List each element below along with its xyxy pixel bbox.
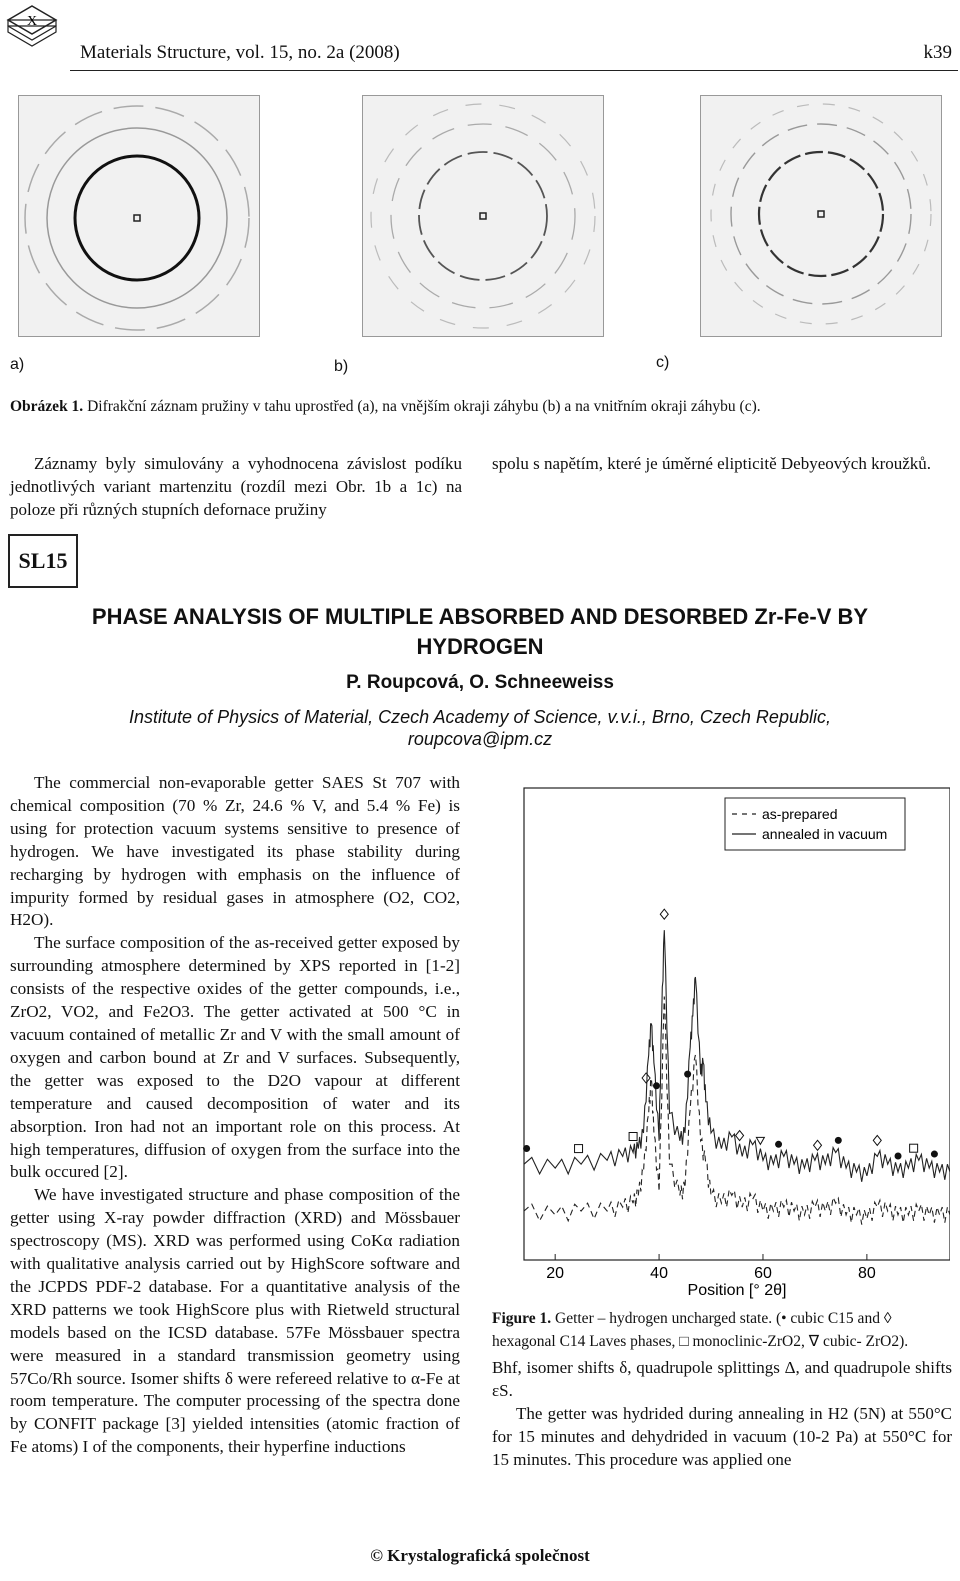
marker-diamond-1 [660,909,668,919]
paragraph-right-1: Bhf, isomer shifts δ, quadrupole splittings Δ, and quadrupole shifts εS. [492,1358,952,1400]
article-title: PHASE ANALYSIS OF MULTIPLE ABSORBED AND DESORBED Zr-Fe-V BY HYDROGEN [91,604,869,659]
paragraph-right-2: The getter was hydrided during annealing in H2 (5N) at 550°C for 15 minutes and dehydrided in vacuum (10-2 Pa) at 550°C for 15 minutes. This procedure was applied one [492,1404,952,1469]
xrd-figure [500,780,950,1305]
x-tick-label-60: 60 [754,1265,772,1282]
figure1-caption-label: Figure 1. [492,1310,552,1327]
marker-diamond-0 [642,1073,650,1083]
marker-triangle-0 [756,1137,764,1144]
czech-text-left: Záznamy byly simulovány a vyhodnocena závislost podíku jednotlivých variant martenzitu (rozdíl mezi Obr. 1b a 1c) na poloze při různých stupních defornace pružiny [10,454,462,519]
marker-dot-3 [775,1141,782,1148]
panel-label-b: b) [334,358,349,375]
legend [725,798,905,850]
diffraction-pattern-c [700,95,942,337]
x-axis-label: Position [° 2θ] [687,1282,787,1299]
body-right-column [492,1356,952,1471]
marker-diamond-2 [736,1131,744,1141]
legend-entry-annealed: annealed in vacuum [762,826,888,842]
marker-dot-1 [653,1082,660,1089]
diffraction-pattern-b [362,95,604,337]
series-as-prepared [524,997,950,1225]
legend-entry-as-prepared: as-prepared [762,806,838,822]
header-rule [70,70,958,71]
marker-dot-0 [523,1145,530,1152]
diffraction-pattern-a [18,95,260,337]
marker-square-1 [629,1133,637,1141]
caption-label: Obrázek 1. [10,398,84,415]
affiliation-text: Institute of Physics of Material, Czech Academy of Science, v.v.i., Brno, Czech Republic, [129,707,831,727]
x-tick-label-20: 20 [546,1265,565,1282]
figure1-caption-text: Getter – hydrogen uncharged state. (• cubic C15 and ◊ hexagonal C14 Laves phases, □ monoclinic-ZrO2, ∇ cubic- ZrO2). [492,1310,909,1350]
marker-dot-4 [835,1137,842,1144]
marker-dot-6 [931,1151,938,1158]
journal-logo [6,4,58,50]
body-left-column [10,772,460,1459]
paragraph-1: The commercial non-evaporable getter SAES St 707 with chemical composition (70 % Zr, 24.6 % V, and 5.4 % Fe) is using for protection vacuum systems sensitive to presence of hydrogen. We have investigated its phase stability during recharging by hydrogen with emphasis on the influence of impurity formed by residual gases in atmosphere (O2, CO2, H2O). [10,773,460,930]
page-number: k39 [923,42,952,63]
czech-text-right: spolu s napětím, které je úměrné elipticitě Debyeových kroužků. [492,454,932,473]
paragraph-3: We have investigated structure and phase composition of the getter using X-ray powder diffraction (XRD) and Mössbauer spectroscopy (MS). XRD was performed using CoKα radiation with qualitative analysis carried out by HighScore software and the JCPDS PDF-2 database. For a quantitative analysis of the XRD patterns we took HighScore plus with Rietweld structural models based on the ICSD database. 57Fe Mössbauer spectra were measured in a standard transmission geometry using 57Co/Rh source. Isomer shifts δ were refereed relative to α-Fe at room temperature. The computer processing of the spectra done by CONFIT package [3] yielded intensities (atomic fraction of Fe atoms) I of the components, their hyperfine inductions [10,1185,460,1457]
journal-title: Materials Structure, vol. 15, no. 2a (2008) [80,42,400,63]
article-affiliation [40,706,920,750]
panel-label-a: a) [10,356,25,373]
series-annealed-in-vacuum [524,930,950,1182]
x-tick-label-40: 40 [650,1265,668,1282]
marker-diamond-3 [814,1140,822,1150]
marker-dot-2 [684,1071,691,1078]
caption-text: Difrakční záznam pružiny v tahu uprostřed (a), na vnějším okraji záhybu (b) a na vnitřním okraji záhybu (c). [83,398,761,415]
article-code-box: SL15 [8,534,78,588]
article-authors: P. Roupcová, O. Schneeweiss [346,672,614,693]
panel-label-c: c) [656,354,670,371]
marker-square-0 [575,1145,583,1153]
footer-copyright: © Krystalografická společnost [370,1546,590,1565]
figure1-caption [492,1307,952,1353]
x-tick-label-80: 80 [857,1265,876,1282]
marker-dot-5 [895,1153,902,1160]
plot-frame [524,788,950,1260]
author-email: roupcova@ipm.cz [407,729,553,749]
marker-square-2 [910,1144,918,1152]
figure-top-caption [10,398,950,416]
paragraph-2: The surface composition of the as-received getter exposed by surrounding atmosphere determined by XPS reported in [1-2] consists of the respective oxides of the getter compounds, i.e., ZrO2, VO2, and Fe2O3. The getter activated at 500 °C in vacuum contained of metallic Zr and V with the small amount of oxygen and carbon bound at Zr and V surfaces. Subsequently, the getter was exposed to the D2O vapour at different temperature and caused decomposition of water and its absorption. Iron had not an important role on this process. At high temperatures, diffusion of oxygen from the surface into the bulk occured [2]. [10,933,460,1182]
marker-diamond-4 [873,1135,881,1145]
xrd-chart [500,780,950,1305]
logo-letter: X [27,14,38,29]
